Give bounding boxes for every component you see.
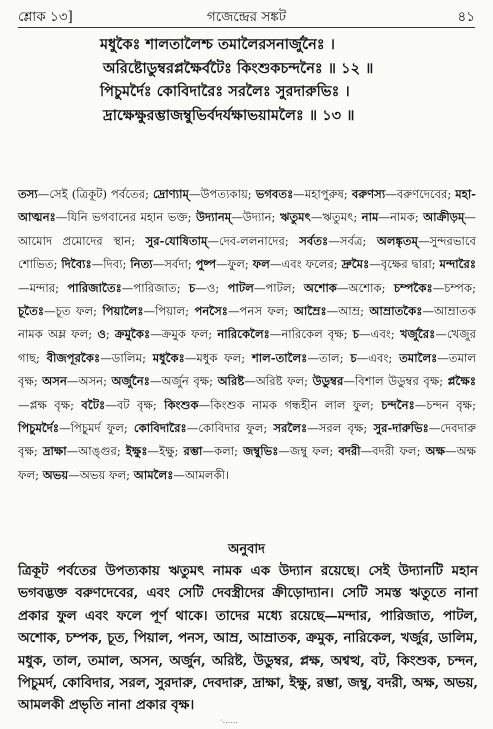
synonym-term: ও	[97, 327, 106, 342]
synonym-meaning: —আমোদ প্রমোদের স্থান;	[18, 210, 477, 248]
synonym-meaning: —নামক;	[378, 210, 424, 225]
synonym-term: পনসৈঃ	[194, 304, 228, 319]
synonym-term: খর্জুরৈঃ	[399, 327, 436, 342]
synonym-meaning: —তাল;	[307, 350, 351, 365]
synonym-term: সুর-দারুভিঃ	[373, 421, 429, 436]
synonym-meaning: —কিংশুক নামক গন্ধহীন লাল ফুল;	[198, 397, 382, 412]
synonym-meaning: —সরল বৃক্ষ;	[307, 421, 374, 436]
synonym-meaning: —এবং;	[356, 350, 400, 365]
synonym-meaning: —আম্রাতক নামক অম্ল ফল;	[18, 304, 476, 342]
footer-mark: ·......	[220, 716, 238, 725]
synonym-term: তস্য	[18, 187, 38, 201]
synonym-meaning: —ইক্ষু;	[147, 444, 184, 459]
synonym-term: আক্রীড়ম্	[423, 210, 465, 225]
synonym-term: কিংশুক	[164, 397, 199, 412]
synonym-term: ঋতুমৎ	[279, 210, 311, 225]
synonym-meaning: —আম্র;	[326, 304, 370, 319]
page-number: ৪১	[457, 9, 475, 25]
translation-text: ত্রিকূট পর্বতের উপত্যকায় ঋতুমৎ নামক এক উদ্যান রয়েছে। সেই উদ্যানটি মহান ভগবদ্ভক্ত বরুণদেবের, এবং সেটি দেবস্ত্রীদের ক্রীড়োদ্যান। সেটি সমস্ত ঋতুতে নানা প্রকার ফুল এবং ফলে পূর্ণ থাকে। তাদের মধ্যে রয়েছে—মন্দার, পারিজাত, পাটল, অশোক, চম্পক, চূত, পিয়াল, পনস, আম্র, আম্রাতক, ক্রমুক, নারিকেল, খর্জুর, ডালিম, মধুক, তাল, তমাল, অসন, অর্জুন, অরিষ্ট, উডুম্বর, প্লক্ষ, অশ্বত্থ, বট, কিংশুক, চন্দন, পিচুমর্দ, কোবিদার, সরল, সুরদারু, দেবদারু, দ্রাক্ষা, ইক্ষু, রম্ভা, জম্বু, বদরী, অক্ষ, অভয়, আমলকী প্রভৃতি নানা প্রকার বৃক্ষ।	[18, 563, 478, 714]
synonym-term: জম্বুভিঃ	[243, 444, 279, 459]
synonym-meaning: —যিনি ভগবানের মহান ভক্ত;	[55, 210, 196, 225]
synonym-term: দ্রোণ্যাম্	[152, 187, 189, 201]
synonym-meaning: —চম্পক;	[432, 280, 476, 295]
synonym-term: নাম	[361, 210, 379, 225]
synonym-meaning: —বট বৃক্ষ;	[105, 397, 165, 412]
synonym-meaning: —মন্দার;	[18, 280, 68, 295]
synonym-meaning: —সেই (ত্রিকূট) পর্বতের;	[37, 187, 153, 201]
verse-line: মধুকৈঃ শালতালৈশ্চ তমালৈরসনার্জুনৈঃ ।	[100, 36, 335, 53]
synonym-meaning: —বদরী ফল;	[360, 444, 426, 459]
synonym-term: চ	[350, 350, 357, 365]
translation-heading: অনুবাদ	[228, 542, 265, 557]
synonym-term: অলঙ্কৃতম্	[376, 233, 418, 248]
synonym-term: দিব্যৈঃ	[61, 257, 92, 272]
synonym-term: আম্রাতকৈঃ	[369, 304, 423, 319]
synonym-meaning: —চন্দন বৃক্ষ;	[414, 397, 476, 412]
synonym-term: অসন	[42, 374, 67, 389]
synonym-meaning: —কলা;	[202, 444, 244, 459]
synonym-term: চ	[352, 327, 360, 342]
synonym-meaning: —মহাপুরুষ;	[293, 187, 352, 201]
synonym-meaning: —অক্ষ ফল;	[18, 444, 477, 482]
synonym-meaning: —বরুণদেবের;	[385, 187, 456, 201]
synonym-term: পিচুমর্দৈঃ	[18, 421, 60, 436]
synonym-meaning: —এবং ফলের;	[269, 257, 342, 272]
synonym-meaning: —এবং;	[359, 327, 400, 342]
synonym-term: মধুকৈঃ	[152, 350, 185, 365]
synonym-meaning: —অসন;	[66, 374, 112, 389]
synonym-term: নারিকেলৈঃ	[217, 327, 270, 342]
synonym-term: চন্দনৈঃ	[381, 397, 415, 412]
synonym-meaning: —চূত ফল;	[44, 304, 103, 319]
page-header	[18, 6, 475, 28]
synonym-meaning: —ক্রমুক ফল;	[150, 327, 218, 342]
synonym-meaning: —কোবিদার ফুল;	[186, 421, 274, 436]
synonym-term: পিয়ালৈঃ	[102, 304, 144, 319]
synonym-term: নিত্য	[130, 257, 153, 272]
synonym-meaning: —মধুক ফল;	[184, 350, 252, 365]
synonym-term: মন্দারৈঃ	[439, 257, 477, 272]
synonym-meaning: —ডালিম;	[100, 350, 153, 365]
synonym-term: পুষ্প	[195, 257, 217, 272]
synonym-meaning: —সর্বত্র;	[328, 233, 377, 248]
synonym-meaning: ;	[105, 327, 115, 342]
synonym-term: পারিজাতৈঃ	[67, 280, 122, 295]
synonym-meaning: —উপত্যকায়;	[188, 187, 256, 201]
synonym-term: দ্রাক্ষা	[42, 444, 67, 459]
synonym-term: সর্বতঃ	[299, 233, 329, 248]
synonym-meaning: —অভয় ফল;	[68, 467, 134, 482]
synonym-term: উডুম্বর	[312, 374, 344, 389]
synonym-meaning: —দিব্য;	[91, 257, 131, 272]
synonym-meaning: —অরিষ্ট ফল;	[244, 374, 313, 389]
synonym-meaning: —আমলকী।	[173, 467, 230, 482]
synonym-meaning: —অর্জুন বৃক্ষ;	[149, 374, 218, 389]
synonym-term: বটৈঃ	[81, 397, 106, 412]
synonym-term: দ্রুমৈঃ	[341, 257, 370, 272]
synonym-term: রম্ভা	[183, 444, 203, 459]
synonym-term: সুর-যোষিতাম্	[145, 233, 208, 248]
synonym-term: অর্জুনৈঃ	[111, 374, 150, 389]
synonym-meaning: —সর্বদা;	[152, 257, 196, 272]
synonym-term: ভগবতঃ	[255, 187, 294, 201]
synonym-meaning: —উদ্যান;	[231, 210, 280, 225]
word-for-word-synonyms	[18, 183, 476, 487]
synonym-meaning: —জম্বু ফল;	[278, 444, 339, 459]
synonym-meaning: —সুন্দরভাবে শোভিত;	[18, 233, 476, 272]
sanskrit-verses	[100, 33, 480, 127]
synonym-term: ইক্ষুঃ	[125, 444, 148, 459]
synonym-meaning: —পনস ফল;	[227, 304, 294, 319]
synonym-meaning: —ফুল;	[216, 257, 253, 272]
synonym-term: বরুণস্য	[351, 187, 386, 201]
synonym-term: চ	[188, 280, 196, 295]
synonym-term: শাল-তালৈঃ	[251, 350, 308, 365]
synonym-term: চূতৈঃ	[18, 304, 45, 319]
chapter-title: গজেন্দ্রের সঙ্কট	[206, 9, 287, 25]
synonym-term: চম্পকৈঃ	[393, 280, 433, 295]
synonym-meaning: —অশোক;	[336, 280, 394, 295]
header-divider	[18, 27, 475, 28]
synonym-term: কোবিদারৈঃ	[133, 421, 187, 436]
synonym-term: বদরী	[338, 444, 361, 459]
synonym-term: আমলৈঃ	[133, 467, 174, 482]
verse-line: অরিষ্টোডুম্বরপ্লক্ষৈর্বটৈঃ কিংশুকচন্দনৈঃ ॥ ১২ ॥	[103, 59, 374, 77]
synonym-term: উদ্যানম্	[195, 210, 232, 225]
synonym-meaning: —আঙ্গুর;	[66, 444, 126, 459]
synonym-term: ফল	[252, 257, 270, 272]
synonym-term: আম্রৈঃ	[293, 304, 327, 319]
synonym-meaning: —পাটল;	[253, 280, 304, 295]
synonym-term: বীজপূরকৈঃ	[46, 350, 101, 365]
synonym-term: পাটল	[227, 280, 254, 295]
synonym-term: তমালৈঃ	[399, 350, 438, 365]
synonym-meaning: —ও;	[195, 280, 228, 295]
synonym-meaning: —তমাল বৃক্ষ;	[18, 350, 477, 389]
synonym-term: অশোক	[303, 280, 337, 295]
synonym-meaning: —খেজুর গাছ;	[18, 327, 477, 365]
synonym-term: অক্ষ	[425, 444, 445, 459]
synonym-term: প্লক্ষৈঃ	[447, 374, 476, 389]
synonym-meaning: —পিয়াল;	[143, 304, 195, 319]
verse-reference: শ্লোক ১৩]	[18, 9, 73, 25]
synonym-term: অভয়	[42, 467, 69, 482]
synonym-meaning: —পিচুমর্দ ফুল;	[59, 421, 134, 436]
synonym-meaning: —ঋতুমৎ;	[310, 210, 362, 225]
synonym-meaning: —পারিজাত;	[121, 280, 189, 295]
verse-line: দ্রাক্ষেক্ষুরম্ভাজম্বুভির্বদর্যক্ষাভয়ামলৈঃ ॥ ১৩ ॥	[103, 106, 355, 124]
synonym-meaning: —নারিকেল বৃক্ষ;	[269, 327, 353, 342]
synonym-meaning: —প্লক্ষ বৃক্ষ;	[18, 397, 82, 412]
synonym-term: মহা-আত্মনঃ	[18, 187, 476, 225]
synonym-meaning: —দেবদারু বৃক্ষ;	[18, 421, 476, 459]
synonym-term: ক্রমুকৈঃ	[114, 327, 151, 342]
synonym-meaning: —বৃক্ষের দ্বারা;	[369, 257, 440, 272]
synonym-term: সরলৈঃ	[273, 421, 308, 436]
synonym-meaning: —বিশাল উডুম্বর বৃক্ষ;	[343, 374, 448, 389]
verse-line: পিচুমর্দৈঃ কোবিদারৈঃ সরলৈঃ সুরদারুভিঃ ।	[100, 83, 350, 100]
synonym-meaning: —দেব-ললনাদের;	[207, 233, 300, 248]
synonym-term: অরিষ্ট	[217, 374, 245, 389]
